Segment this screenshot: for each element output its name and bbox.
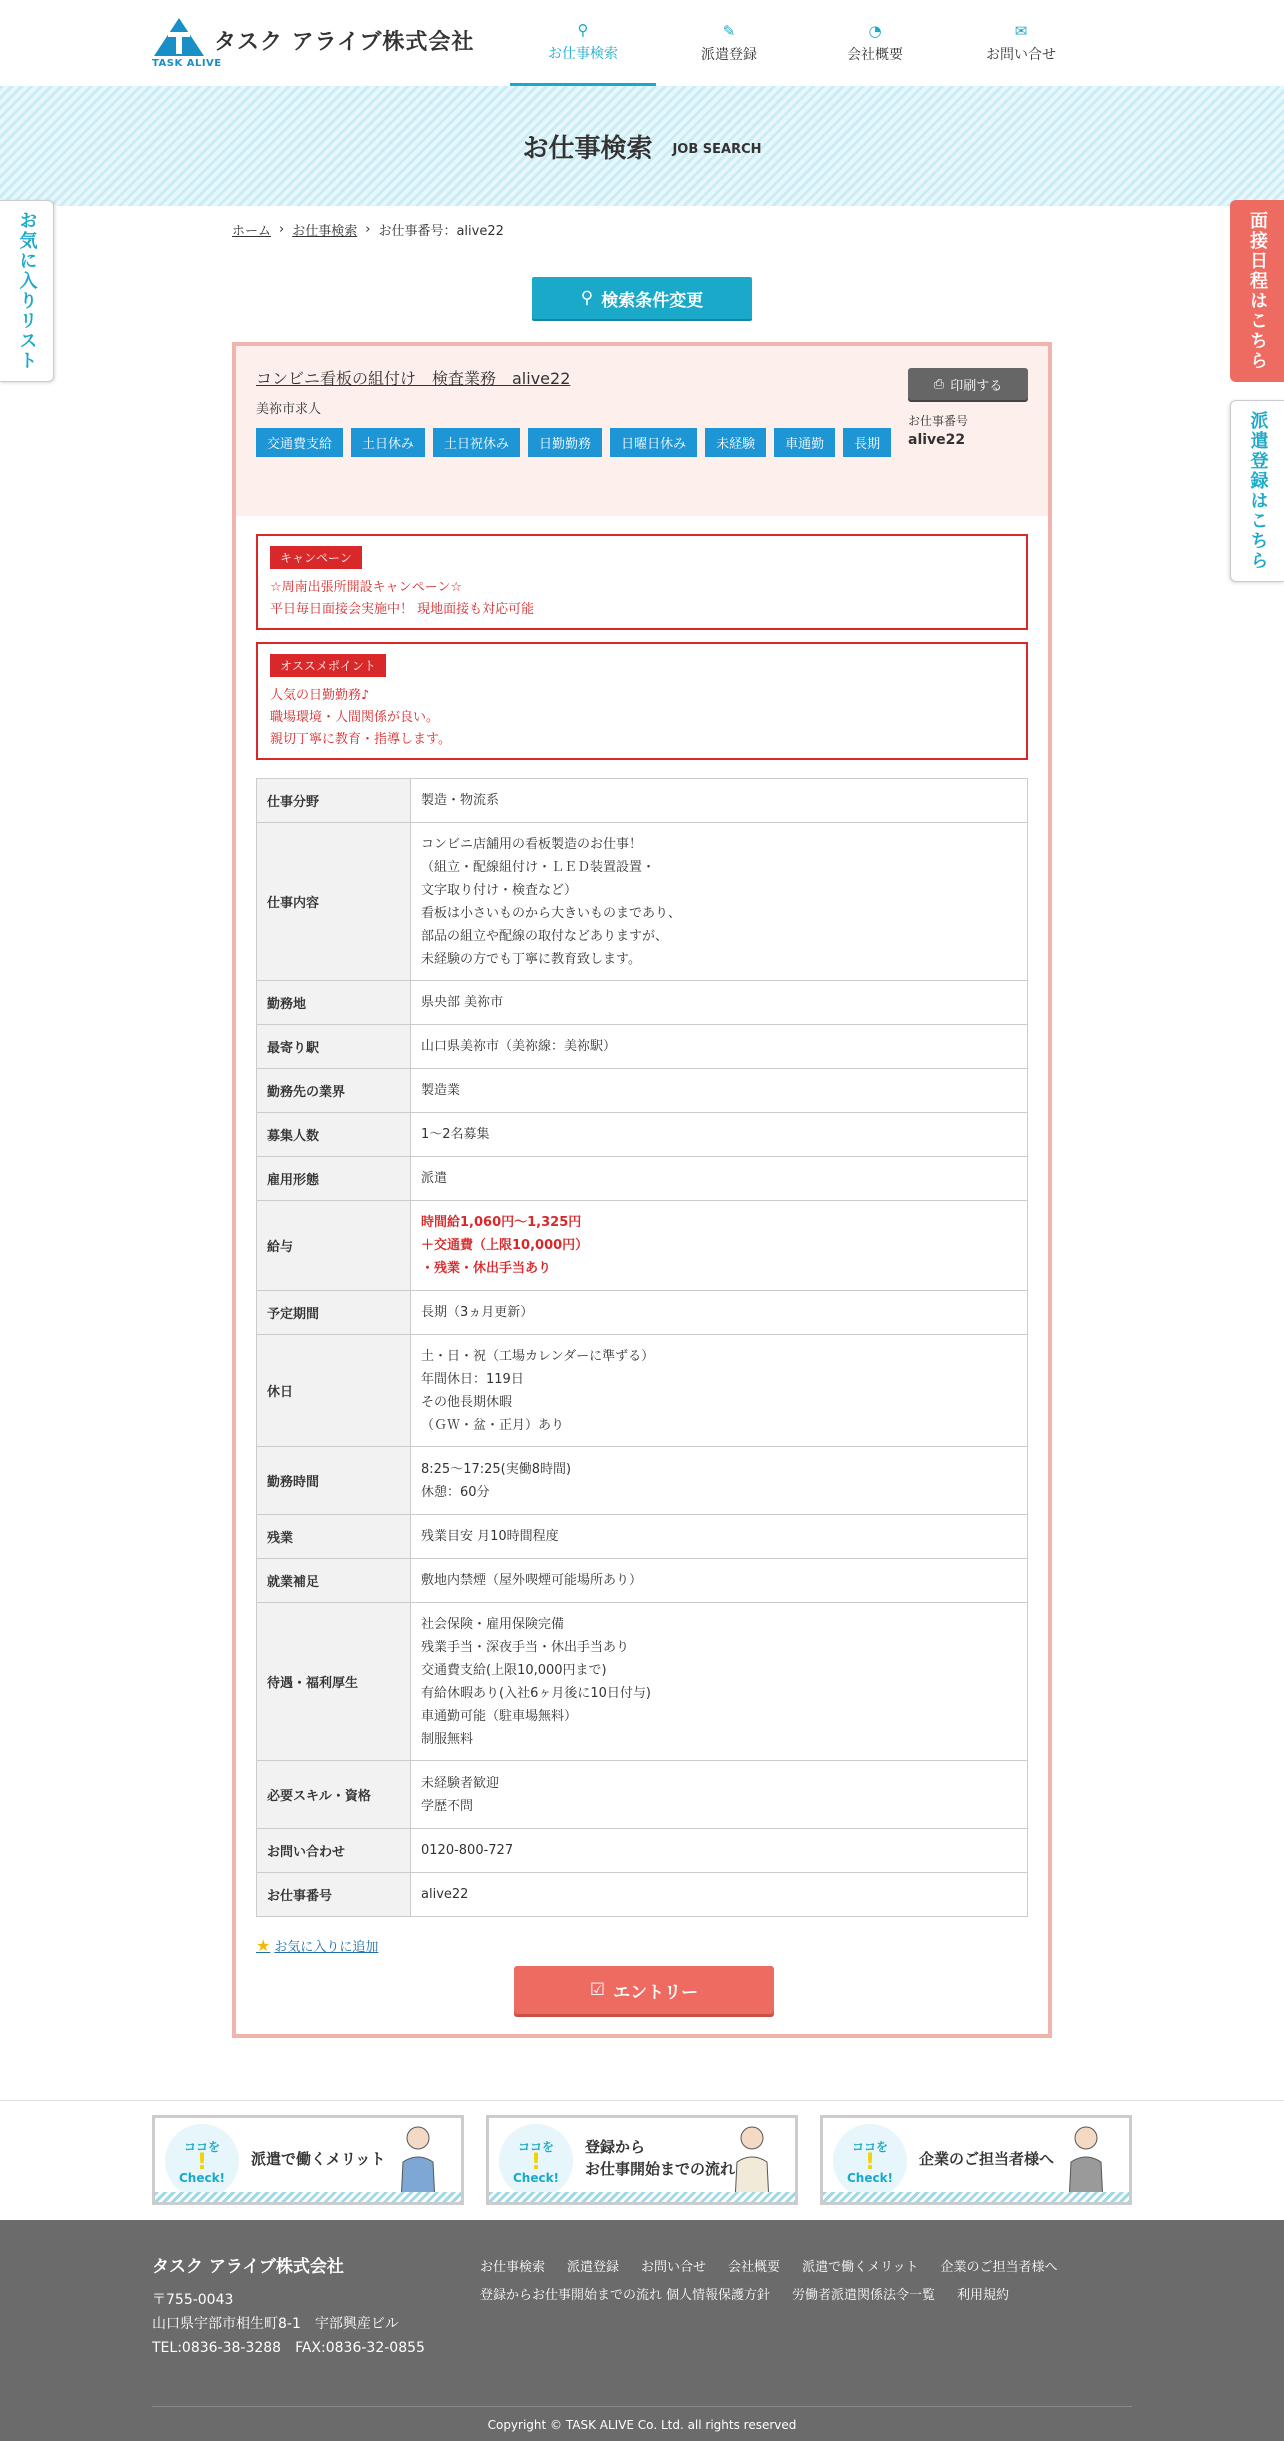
row-value [411,1025,1028,1069]
job-number-value: alive22 [908,432,966,448]
row-value-line: 派遣 [421,1171,448,1186]
logo-mark-icon [152,18,222,70]
row-value-line: 残業目安 月10時間程度 [421,1529,559,1544]
row-value [411,1069,1028,1113]
table-row [257,1025,1028,1069]
check-text: ココを [183,2139,220,2154]
print-label: 印刷する [950,378,1003,394]
table-row [257,1515,1028,1559]
footer-link[interactable]: 個人情報保護方針 [666,2288,771,2303]
row-value-line: 文字取り付け・検査など） [421,882,578,898]
row-value-line: 残業手当・深夜手当・休出手当あり [421,1639,630,1655]
nav-register[interactable] [656,0,802,86]
row-label: お仕事番号 [257,1873,411,1917]
row-value-line: 時間給1,060円～1,325円 [421,1215,582,1230]
chevron-right-icon: › [279,222,285,237]
row-value-line: ・残業・休出手当あり [421,1261,552,1276]
row-value-line: 部品の組立や配線の取付などありますが、 [421,928,669,944]
row-label: 給与 [257,1201,411,1291]
breadcrumb-search[interactable]: お仕事検索 [292,224,358,239]
table-row [257,1829,1028,1873]
row-value-line: 1～2名募集 [421,1127,490,1142]
footer-links [480,2254,1120,2310]
entry-button[interactable] [514,1966,774,2014]
nav-job-search[interactable] [510,0,656,86]
row-label: 雇用形態 [257,1157,411,1201]
check-text: Check! [178,2170,226,2185]
recommend-box [256,642,1028,760]
campaign-line: ☆周南出張所開設キャンペーン☆ [270,580,463,595]
nav-label: 派遣登録 [701,47,757,63]
row-value [411,1291,1028,1335]
banner-corporate[interactable] [820,2115,1132,2205]
recommend-line: 人気の日勤勤務♪ [270,688,370,703]
row-value-line: コンビニ店舗用の看板製造のお仕事！ [421,836,643,852]
row-label: 休日 [257,1335,411,1447]
add-favorite-label: お気に入りに追加 [274,1940,379,1955]
banner-stripe [489,2192,795,2202]
add-favorite-link[interactable] [256,1936,378,1955]
footer-tel: TEL:0836-38-3288 FAX:0836-32-0855 [152,2340,425,2356]
table-row [257,1603,1028,1761]
row-value-line: 8:25～17:25(実働8時間) [421,1461,572,1477]
register-tab[interactable] [1230,400,1284,582]
footer-link[interactable]: 登録からお仕事開始までの流れ [480,2288,663,2303]
row-value-line: （組立・配線組付け・ＬＥＤ装置設置・ [421,859,656,875]
row-label: 勤務地 [257,981,411,1025]
search-icon: ⚲ [577,20,589,39]
row-value [411,1201,1028,1291]
nav-label: お仕事検索 [548,45,618,62]
row-value [411,1515,1028,1559]
check-circle [165,2124,239,2198]
job-tag: 交通費支給 [256,428,343,457]
check-circle [499,2124,573,2198]
banner-text: 登録から [585,2138,646,2156]
row-label: 待遇・福利厚生 [257,1603,411,1761]
job-tags [256,428,896,457]
row-value-line: 車通勤可能（駐車場無料） [421,1708,578,1724]
footer-link[interactable]: お仕事検索 [480,2260,546,2275]
page-title-band [0,86,1284,206]
row-label: 勤務時間 [257,1447,411,1515]
footer-link[interactable]: 企業のご担当者様へ [940,2260,1058,2275]
table-row [257,1157,1028,1201]
row-value-line: 製造・物流系 [421,793,500,808]
logo-sub: TASK ALIVE [152,58,222,69]
banner-flow[interactable] [486,2115,798,2205]
row-label: 募集人数 [257,1113,411,1157]
logo[interactable] [152,18,474,70]
table-row [257,823,1028,981]
row-value-line: 制服無料 [421,1731,474,1747]
favorites-tab[interactable] [0,200,54,382]
banner-merit[interactable] [152,2115,464,2205]
page-subtitle: JOB SEARCH [672,141,762,157]
check-circle [833,2124,907,2198]
row-label: 残業 [257,1515,411,1559]
job-tag: 土日祝休み [433,428,520,457]
nav-company[interactable] [802,0,948,86]
table-row [257,1335,1028,1447]
job-tag: 日勤勤務 [528,428,602,457]
row-value-line: 有給休暇あり(入社6ヶ月後に10日付与) [421,1685,651,1701]
row-value-line: ＋交通費（上限10,000円） [421,1238,589,1253]
recommend-line: 親切丁寧に教育・指導します。 [270,732,451,747]
job-tag: 未経験 [705,428,766,457]
logo-name: タスク アライブ株式会社 [214,29,475,55]
pencil-icon: ✎ [722,22,736,40]
favorites-tab-label: お気に入りリスト [16,211,38,371]
clock-icon: ◔ [868,22,882,40]
row-value [411,779,1028,823]
table-row [257,779,1028,823]
job-tag: 土日休み [351,428,425,457]
footer-postal: 〒755-0043 [152,2292,234,2308]
row-value-line: 県央部 美祢市 [421,995,504,1010]
footer-link[interactable]: 派遣で働くメリット [802,2260,919,2275]
print-button[interactable] [908,368,1028,400]
change-search-label: 検索条件変更 [601,290,704,311]
footer-link[interactable]: 派遣登録 [567,2260,620,2275]
main-nav [510,0,1094,86]
printer-icon: ⎙ [933,376,945,392]
change-search-button[interactable] [532,277,752,319]
banner-text: 企業のご担当者様へ [919,2150,1055,2168]
job-title[interactable]: コンビニ看板の組付け 検査業務 alive22 [256,369,571,388]
row-label: 仕事内容 [257,823,411,981]
row-value [411,981,1028,1025]
register-tab-label: 派遣登録はこちら [1247,411,1269,571]
table-row [257,1201,1028,1291]
banner-text: お仕事開始までの流れ [585,2160,736,2178]
table-row [257,981,1028,1025]
footer-link[interactable]: 労働者派遣関係法令一覧 [792,2288,936,2303]
divider [0,2100,1284,2101]
chevron-right-icon: › [365,222,371,237]
row-value-line: 未経験の方でも丁寧に教育致します。 [421,951,641,967]
check-square-icon: ☑ [589,1980,606,2000]
row-value-line: 交通費支給(上限10,000円まで) [421,1662,607,1678]
banner-text: 派遣で働くメリット [251,2150,386,2168]
page-title: お仕事検索 [522,133,653,164]
row-value [411,823,1028,981]
table-row [257,1761,1028,1829]
copyright: Copyright © TASK ALIVE Co. Ltd. all rights reserved [487,2418,797,2432]
table-row [257,1291,1028,1335]
exclamation-icon: ! [530,2149,542,2175]
row-value-line: 土・日・祝（工場カレンダーに準ずる） [421,1348,655,1364]
job-details-table [256,778,1028,1917]
row-value-line: （ＧＷ・盆・正月）あり [421,1417,565,1433]
row-value-line: 年間休日：119日 [421,1371,524,1387]
exclamation-icon: ! [196,2149,208,2175]
search-icon: ⚲ [580,288,594,308]
check-text: Check! [846,2170,894,2185]
row-value-line: 0120-800-727 [421,1843,514,1858]
nav-label: お問い合せ [986,47,1056,63]
job-number-label: お仕事番号 [908,414,969,428]
footer-link[interactable]: お問い合せ [641,2260,707,2275]
banner-stripe [155,2192,461,2202]
footer-address-line: 山口県宇部市相生町8-1 宇部興産ビル [152,2316,399,2332]
row-label: 就業補足 [257,1559,411,1603]
row-label: 勤務先の業界 [257,1069,411,1113]
banner-stripe [823,2192,1129,2202]
row-label: お問い合わせ [257,1829,411,1873]
table-row [257,1069,1028,1113]
row-value-line: 社会保険・雇用保険完備 [421,1616,565,1632]
row-value [411,1113,1028,1157]
job-card [232,342,1052,2038]
campaign-box [256,534,1028,630]
row-label: 予定期間 [257,1291,411,1335]
entry-label: エントリー [613,1982,699,2003]
row-value [411,1447,1028,1515]
nav-contact[interactable] [948,0,1094,86]
row-value [411,1335,1028,1447]
breadcrumb-home[interactable]: ホーム [232,224,272,239]
row-value [411,1829,1028,1873]
interview-schedule-tab[interactable] [1230,200,1284,382]
row-label: 仕事分野 [257,779,411,823]
person-illustration-icon [1061,2122,1111,2202]
job-tag: 日曜日休み [610,428,697,457]
site-header [0,0,1284,86]
breadcrumb-current: お仕事番号：alive22 [378,224,504,239]
table-row [257,1873,1028,1917]
footer-link[interactable]: 会社概要 [728,2260,781,2275]
job-company: 美祢市求人 [256,402,322,417]
row-value-line: 学歴不問 [421,1798,474,1814]
row-value-line: 山口県美祢市（美祢線：美祢駅） [421,1039,617,1054]
row-value-line: 敷地内禁煙（屋外喫煙可能場所あり） [421,1573,643,1588]
campaign-badge: キャンペーン [270,546,362,569]
recommend-line: 職場環境・人間関係が良い。 [270,710,440,725]
person-illustration-icon [393,2122,443,2202]
table-row [257,1113,1028,1157]
star-icon: ★ [256,1936,271,1955]
row-label: 必要スキル・資格 [257,1761,411,1829]
footer-company: タスク アライブ株式会社 [152,2257,344,2277]
job-tag: 車通勤 [774,428,835,457]
row-value [411,1761,1028,1829]
interview-tab-label: 面接日程はこちら [1247,211,1268,371]
person-illustration-icon [727,2122,777,2202]
row-value-line: 休憩：60分 [421,1484,490,1500]
check-text: ココを [517,2139,554,2154]
job-card-header [236,346,1048,516]
footer-address [152,2288,425,2360]
row-value-line: 長期（3ヵ月更新） [421,1305,534,1320]
recommend-badge: オススメポイント [270,654,386,677]
table-row [257,1447,1028,1515]
table-row [257,1559,1028,1603]
exclamation-icon: ! [864,2149,876,2175]
row-label: 最寄り駅 [257,1025,411,1069]
row-value [411,1559,1028,1603]
footer-divider [152,2406,1132,2407]
row-value [411,1873,1028,1917]
site-footer [0,2220,1284,2441]
row-value [411,1603,1028,1761]
footer-link[interactable]: 利用規約 [957,2288,1010,2303]
nav-label: 会社概要 [847,47,903,63]
check-text: Check! [512,2170,560,2185]
breadcrumb [232,220,504,239]
row-value [411,1157,1028,1201]
row-value-line: 製造業 [421,1083,461,1098]
job-tag: 長期 [843,428,891,457]
row-value-line: その他長期休暇 [421,1394,513,1410]
envelope-icon: ✉ [1014,22,1028,40]
row-value-line: alive22 [421,1887,469,1902]
row-value-line: 未経験者歓迎 [421,1775,500,1791]
check-text: ココを [851,2139,888,2154]
row-value-line: 看板は小さいものから大きいものまであり、 [421,905,682,921]
campaign-line: 平日毎日面接会実施中！ 現地面接も対応可能 [270,602,535,617]
